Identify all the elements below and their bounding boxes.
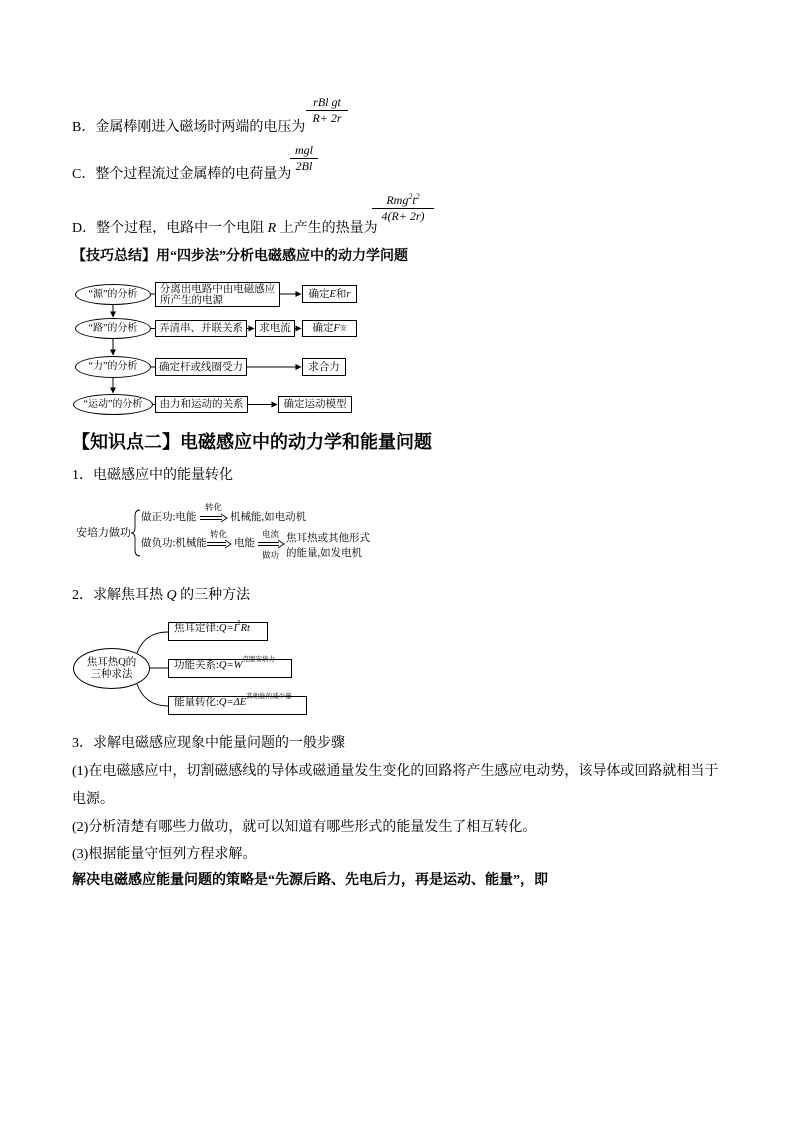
option-d-formula (372, 193, 434, 224)
method-2-formula: Q=W (218, 660, 243, 671)
joule-root-line-1: 焦耳热Q的 (86, 656, 137, 668)
item-1-title: 1．电磁感应中的能量转化 (72, 468, 233, 483)
stage-force (75, 356, 151, 378)
num-exp2: 2 (415, 192, 420, 201)
option-d-numerator (372, 193, 434, 209)
source-result-e: E (329, 288, 336, 300)
force-result-box (302, 358, 346, 376)
num-base2: t (412, 193, 416, 207)
positive-result: 机械能,如电动机 (230, 512, 307, 523)
method-1-tail: Rt (240, 623, 250, 634)
stage-circuit (75, 318, 151, 339)
negative-arrow-label: 转化 (210, 529, 228, 539)
option-c-denominator: 2Bl (295, 159, 313, 173)
option-b-denominator: R+ 2r (312, 111, 342, 125)
stage-motion-label: “运动”的分析 (83, 398, 143, 410)
stage-source (75, 284, 151, 305)
skill-summary-title: 【技巧总结】用“四步法”分析电磁感应中的动力学问题 (72, 249, 408, 264)
knowledge-point-2-heading: 【知识点二】电磁感应中的动力学和能量问题 (72, 432, 432, 452)
method-3-formula: Q=ΔE (218, 697, 247, 708)
option-b-text: B．金属棒刚进入磁场时两端的电压为 (72, 120, 306, 135)
stage-motion (73, 394, 153, 415)
option-d-denominator: 4(R+ 2r) (381, 209, 425, 223)
stage-force-label: “力”的分析 (88, 361, 138, 372)
method-3-name: 能量转化: (174, 697, 219, 708)
method-1-name: 焦耳定律: (174, 623, 219, 634)
motion-box-label: 由力和运动的关系 (159, 399, 244, 410)
force-box-label: 确定杆或线圈受力 (159, 361, 243, 373)
joule-heat-root (73, 648, 150, 689)
source-result-pre: 确定 (308, 288, 330, 300)
circuit-result-box: 确定 F 安 (302, 320, 357, 337)
option-d-text-before: D．整个过程，电路中一个电阻 (72, 221, 268, 236)
motion-result-box (278, 396, 352, 413)
energy-conversion-diagram (70, 498, 380, 568)
num-exp1: 2 (408, 192, 413, 201)
method-work-energy: 功能关系: Q=W 克服安培力 (168, 659, 292, 678)
option-b-numerator: rBl gt (306, 95, 348, 111)
negative-arrow2-top: 电流 (262, 529, 280, 539)
step-2: (2)分析清楚有哪些力做功，就可以知道有哪些形式的能量发生了相互转化。 (72, 820, 537, 835)
item-2-variable: Q (166, 588, 177, 603)
circuit-result-pre: 确定 (312, 323, 334, 334)
negative-arrow2-bottom: 做功 (262, 550, 280, 560)
option-b-formula (306, 95, 348, 126)
motion-box (155, 396, 248, 413)
strategy-text: 解决电磁感应能量问题的策略是“先源后路、先电后力，再是运动、能量”，即 (72, 873, 548, 888)
four-step-diagram (70, 278, 365, 418)
negative-result-line-2: 的能量,如发电机 (286, 548, 363, 559)
option-d-text-after: 上产生的热量为 (276, 221, 378, 236)
energy-root: 安培力做功 (76, 527, 131, 539)
option-b (72, 118, 305, 138)
motion-result-label: 确定运动模型 (283, 399, 347, 410)
negative-result-line-1: 焦耳热或其他形式 (286, 533, 370, 544)
step-3: (3)根据能量守恒列方程求解。 (72, 847, 257, 862)
negative-work-label: 做负功:机械能 (141, 538, 207, 549)
source-result-box (302, 285, 357, 303)
circuit-result-f: F (333, 323, 340, 334)
circuit-box-label: 弄清串、并联关系 (159, 323, 243, 334)
method-2-name: 功能关系: (174, 660, 219, 671)
source-result-r: r (346, 288, 351, 300)
circuit-middle-label: 求电流 (259, 323, 291, 334)
stage-circuit-label: “路”的分析 (88, 322, 138, 334)
option-c-formula (290, 143, 318, 174)
source-box (155, 282, 280, 307)
option-c (72, 165, 291, 185)
item-2-title-before: 2．求解焦耳热 (72, 588, 167, 603)
circuit-box (155, 320, 247, 337)
method-joule-law: 焦耳定律: Q=I 2 Rt (168, 622, 268, 641)
option-c-text: C．整个过程流过金属棒的电荷量为 (72, 167, 292, 182)
force-box (155, 358, 247, 376)
method-1-formula: Q=I (218, 623, 238, 634)
item-3-title: 3．求解电磁感应现象中能量问题的一般步骤 (72, 736, 345, 751)
positive-arrow-label: 转化 (205, 502, 223, 512)
option-d (72, 219, 378, 239)
option-c-numerator: mgl (290, 143, 318, 159)
stage-source-label: “源”的分析 (88, 288, 138, 300)
circuit-middle-box (255, 320, 295, 337)
item-2-title-after: 的三种方法 (176, 588, 251, 603)
source-box-line-1: 分离出电路中由电磁感应 (159, 283, 276, 295)
num-base1: Rmg (386, 193, 409, 207)
joule-root-line-2: 三种求法 (90, 668, 133, 680)
option-d-variable: R (267, 221, 277, 236)
source-box-line-2: 所产生的电源 (160, 294, 223, 306)
force-result-label: 求合力 (308, 361, 340, 373)
negative-middle: 电能 (234, 538, 255, 549)
source-result-mid: 和 (335, 288, 347, 300)
method-energy-conversion: 能量转化: Q=ΔE 其他能的减少量 (168, 696, 307, 715)
item-2-title (72, 586, 250, 606)
step-1: (1)在电磁感应中，切割磁感线的导体或磁通量发生变化的回路将产生感应电动势，该导体或回路就相当于电源。 (72, 764, 719, 807)
joule-heat-diagram (70, 616, 315, 720)
positive-work-label: 做正功:电能 (141, 512, 197, 523)
